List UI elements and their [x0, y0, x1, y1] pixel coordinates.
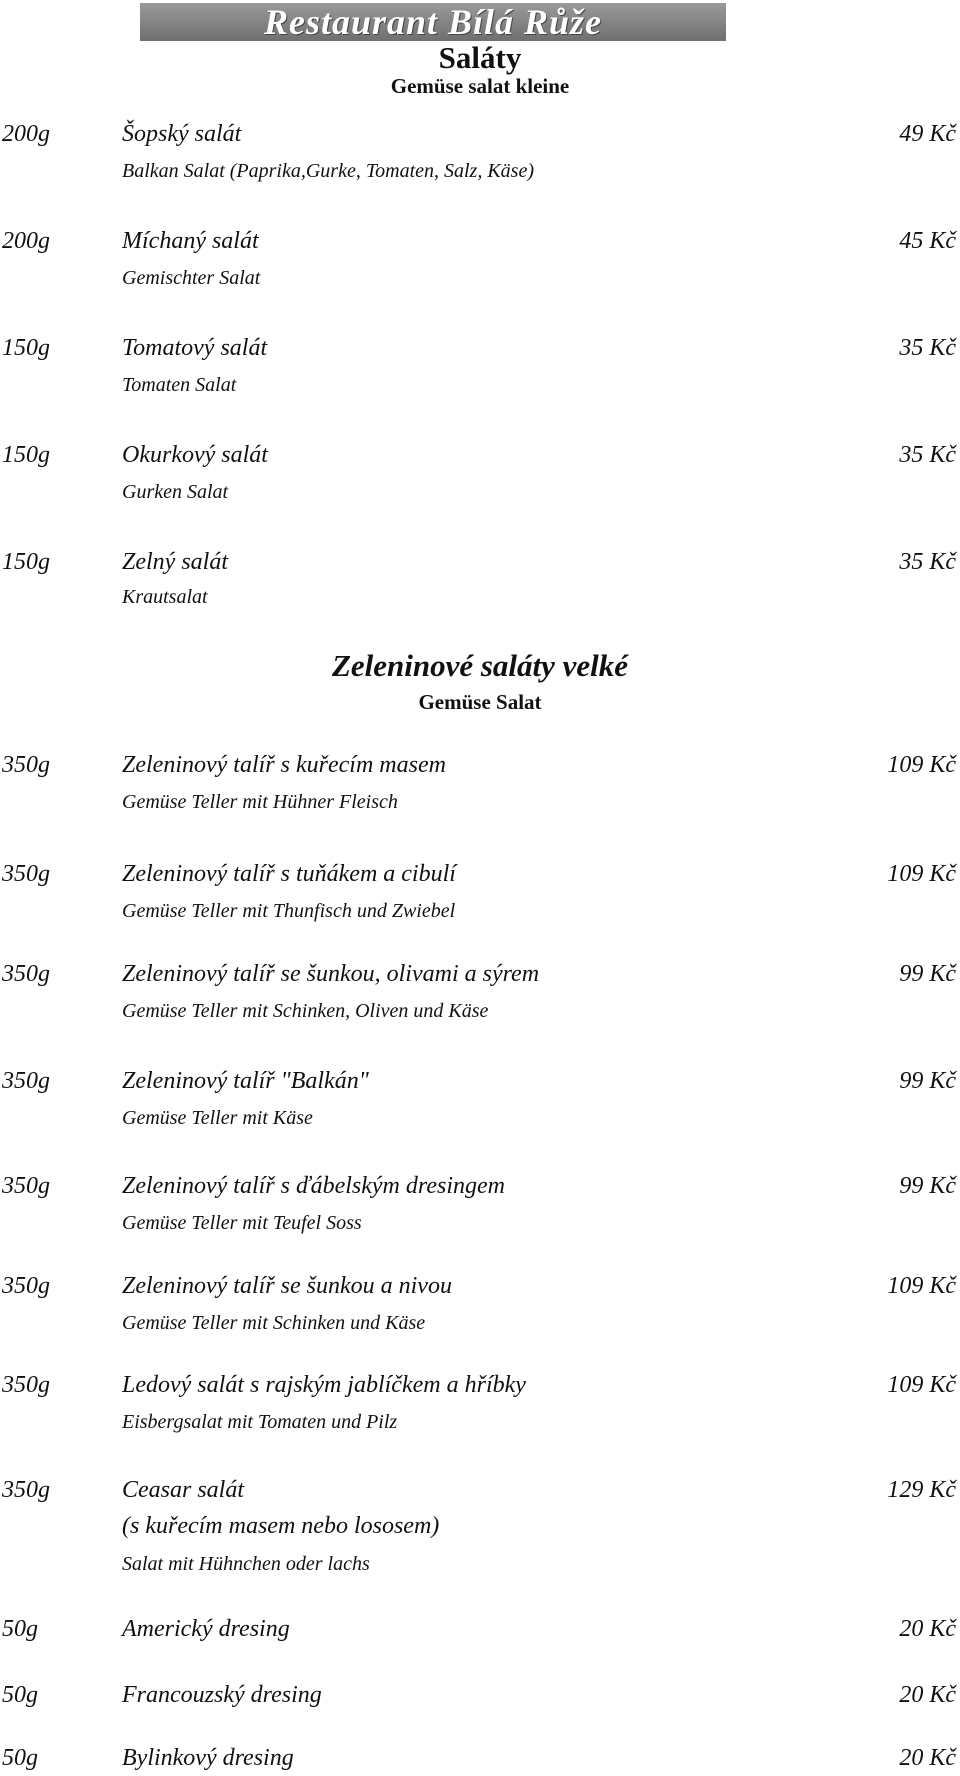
item-weight: 200g [2, 228, 50, 254]
item-name: Ledový salát s rajským jablíčkem a hříbky [122, 1372, 526, 1398]
item-translation: Gemüse Teller mit Thunfisch und Zwiebel [122, 900, 456, 922]
item-translation: Gemüse Teller mit Schinken, Oliven und Käse [122, 1000, 489, 1022]
section-subtitle-salaty: Gemüse salat kleine [390, 74, 570, 98]
item-price: 129 Kč [887, 1477, 956, 1503]
item-translation: Gemüse Teller mit Hühner Fleisch [122, 791, 398, 813]
item-price: 35 Kč [899, 442, 956, 468]
item-name: Zeleninový talíř se šunkou a nivou [122, 1273, 452, 1299]
item-weight: 50g [2, 1682, 38, 1708]
item-weight: 150g [2, 549, 50, 575]
menu-item [0, 335, 960, 365]
item-weight: 200g [2, 121, 50, 147]
item-price: 35 Kč [899, 549, 956, 575]
section-title-zeleninove: Zeleninové saláty velké [331, 648, 629, 683]
item-name: Francouzský dresing [122, 1682, 322, 1708]
item-weight: 350g [2, 1068, 50, 1094]
item-translation: Salat mit Hühnchen oder lachs [122, 1553, 370, 1575]
menu-item [0, 1745, 960, 1775]
menu-item [0, 961, 960, 991]
item-translation: Balkan Salat (Paprika,Gurke, Tomaten, Salz, Käse) [122, 160, 535, 182]
item-weight: 350g [2, 1273, 50, 1299]
section-title-salaty: Saláty [438, 40, 522, 75]
item-name: Bylinkový dresing [122, 1745, 294, 1771]
item-price: 99 Kč [899, 961, 956, 987]
item-name: Zeleninový talíř "Balkán" [122, 1068, 369, 1094]
menu-item [0, 442, 960, 472]
item-translation: Gemüse Teller mit Teufel Soss [122, 1212, 362, 1234]
item-name: Ceasar salát [122, 1477, 245, 1503]
menu-item [0, 1173, 960, 1203]
menu-item [0, 1682, 960, 1712]
item-weight: 350g [2, 861, 50, 887]
item-price: 49 Kč [899, 121, 956, 147]
restaurant-logo [140, 3, 726, 41]
item-price: 45 Kč [899, 228, 956, 254]
item-name: Zeleninový talíř s tuňákem a cibulí [122, 861, 456, 887]
item-price: 109 Kč [887, 752, 956, 778]
item-translation: Gemischter Salat [122, 267, 261, 289]
item-price: 35 Kč [899, 335, 956, 361]
item-weight: 350g [2, 1372, 50, 1398]
menu-item [0, 549, 960, 579]
item-translation: Krautsalat [122, 586, 208, 608]
item-translation: Eisbergsalat mit Tomaten und Pilz [122, 1411, 398, 1433]
menu-item [0, 1616, 960, 1646]
item-price: 99 Kč [899, 1068, 956, 1094]
item-name: Míchaný salát [122, 228, 259, 254]
item-weight: 150g [2, 335, 50, 361]
item-name: Zeleninový talíř s ďábelským dresingem [122, 1173, 505, 1199]
menu-item [0, 1068, 960, 1098]
item-name: Zelný salát [122, 549, 228, 575]
item-name: Americký dresing [122, 1616, 290, 1642]
item-price: 109 Kč [887, 1372, 956, 1398]
item-name: Tomatový salát [122, 335, 268, 361]
item-weight: 350g [2, 1477, 50, 1503]
item-translation: Gemüse Teller mit Käse [122, 1107, 313, 1129]
item-price: 20 Kč [899, 1745, 956, 1771]
menu-item [0, 861, 960, 891]
item-weight: 50g [2, 1616, 38, 1642]
item-name: Zeleninový talíř se šunkou, olivami a sýrem [122, 961, 540, 987]
item-price: 99 Kč [899, 1173, 956, 1199]
item-extra-note: (s kuřecím masem nebo lososem) [122, 1513, 440, 1539]
menu-item [0, 228, 960, 258]
item-name: Šopský salát [122, 121, 242, 147]
item-price: 109 Kč [887, 861, 956, 887]
item-name: Okurkový salát [122, 442, 268, 468]
item-weight: 350g [2, 752, 50, 778]
item-weight: 350g [2, 961, 50, 987]
item-translation: Gurken Salat [122, 481, 229, 503]
item-weight: 350g [2, 1173, 50, 1199]
section-subtitle-zeleninove: Gemüse Salat [418, 690, 542, 714]
menu-item [0, 1477, 960, 1507]
item-translation: Tomaten Salat [122, 374, 237, 396]
menu-item [0, 752, 960, 782]
logo-text: Restaurant Bílá Růže [263, 3, 603, 41]
item-translation: Gemüse Teller mit Schinken und Käse [122, 1312, 426, 1334]
item-weight: 50g [2, 1745, 38, 1771]
item-price: 20 Kč [899, 1682, 956, 1708]
menu-item [0, 121, 960, 151]
item-price: 20 Kč [899, 1616, 956, 1642]
menu-item [0, 1372, 960, 1402]
item-weight: 150g [2, 442, 50, 468]
menu-item [0, 1273, 960, 1303]
item-price: 109 Kč [887, 1273, 956, 1299]
item-name: Zeleninový talíř s kuřecím masem [122, 752, 446, 778]
